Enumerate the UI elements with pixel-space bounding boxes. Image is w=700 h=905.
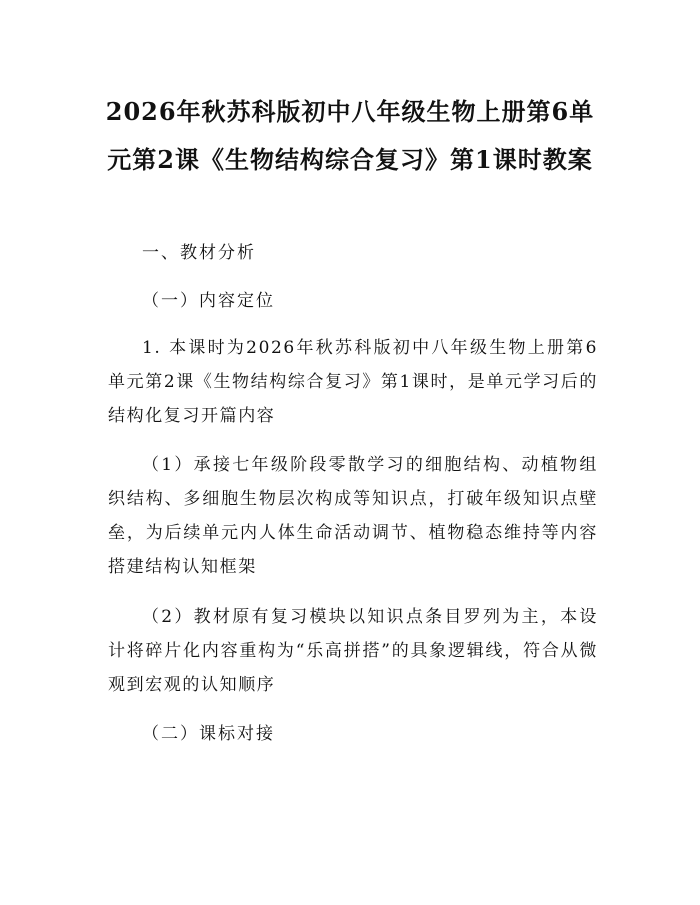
section-heading-textbook-analysis: 一、教材分析 — [142, 243, 256, 263]
subsection-heading-curriculum-standards: （二）课标对接 — [142, 724, 275, 744]
paragraph-lesson-positioning: 1. 本课时为2026年秋苏科版初中八年级生物上册第6单元第2课《生物结构综合复习》第1课时，是单元学习后的结构化复习开篇内容 — [108, 338, 598, 426]
document-title: 2026年秋苏科版初中八年级生物上册第6单元第2课《生物结构综合复习》第1课时教案 — [105, 97, 595, 174]
paragraph-point-1: （1）承接七年级阶段零散学习的细胞结构、动植物组织结构、多细胞生物层次构成等知识点，打破年级知识点壁垒，为后续单元内人体生命活动调节、植物稳态维持等内容搭建结构认知框架 — [108, 455, 598, 577]
subsection-heading-content-positioning: （一）内容定位 — [142, 291, 275, 311]
paragraph-point-2: （2）教材原有复习模块以知识点条目罗列为主，本设计将碎片化内容重构为“乐高拼搭”的具象逻辑线，符合从微观到宏观的认知顺序 — [108, 607, 598, 695]
